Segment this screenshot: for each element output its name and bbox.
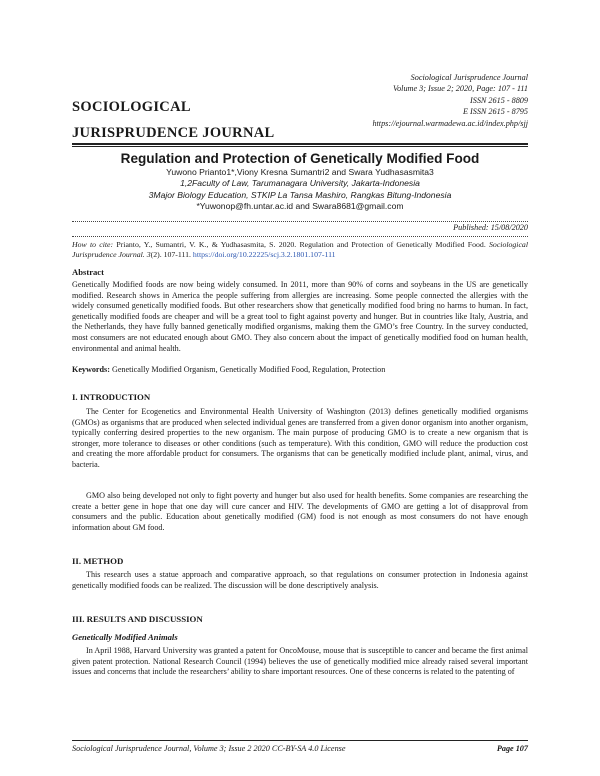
dotted-divider-top — [72, 221, 528, 222]
cite-issue: (2). 107-111. — [150, 250, 191, 260]
meta-issn: ISSN 2615 - 8809 — [470, 95, 528, 105]
footer-text: Sociological Jurisprudence Journal, Volume 3; Issue 2 2020 CC-BY-SA 4.0 License — [72, 744, 346, 753]
affiliation-1: 1,2Faculty of Law, Tarumanagara University, Jakarta-Indonesia — [180, 178, 420, 189]
meta-title: Sociological Jurisprudence Journal — [410, 73, 528, 82]
header-divider-thick — [72, 143, 528, 145]
keywords — [72, 365, 528, 376]
meta-eissn: E ISSN 2615 - 8795 — [462, 107, 528, 117]
cite-text: Prianto, Y., Sumantri, V. K., & Yudhasasmita, S. 2020. Regulation and Protection of Genetically Modified Food. — [116, 240, 486, 249]
page-number: Page 107 — [496, 744, 528, 753]
cite-label: How to cite: — [72, 240, 114, 249]
page-footer — [72, 744, 528, 753]
published-date: Published: 15/08/2020 — [453, 223, 528, 232]
citation-block — [72, 240, 528, 260]
journal-header — [72, 70, 528, 140]
journal-meta — [372, 72, 528, 129]
footer-divider — [72, 740, 528, 741]
abstract-heading: Abstract — [72, 267, 104, 277]
section-heading-results: III. RESULTS AND DISCUSSION — [72, 614, 203, 624]
keywords-list: Genetically Modified Organism, Genetically Modified Food, Regulation, Protection — [111, 365, 386, 374]
article-page — [72, 0, 528, 776]
abstract-text: Genetically Modified foods are now being widely consumed. In 2011, more than 90% of corns and soybeans in the US are genetically modified. Research shows in America the people suffering from allergies are increasing. Some people connected the allergies with the widely consumed genetically modified foods. But other researchers show that genetically modified food bring no harms to human. In fact, genetically modified foods are cheaper and will be a great tool to fight against poverty and hunger. But in countries like Italy, Austria, and the Netherlands, they have fully banned genetically modified organisms, making them the GMO’s free Country. In the survey conducted, most consumers are not educated enough about GMO. They also concern about the impact of genetically modified food on human health, environmental and animal health. — [72, 280, 528, 353]
method-paragraph: This research uses a statue approach and comparative approach, so that regulations on consumer protection in Indonesia against genetically modified foods can be realized. The discussion will be done descriptively analysis. — [72, 570, 528, 590]
intro-paragraph-2: GMO also being developed not only to fight poverty and hunger but also used for health benefits. Some companies are researching the create a better gene in hope that one day will cure cancer and HIV. The developments of GMO are getting a lot of disapproval from consumers and the public. Education about genetically modified (GM) food is not enough as most consumers do not have enough information about GM food. — [72, 491, 528, 532]
author-block — [72, 167, 528, 212]
results-paragraph-1: In April 1988, Harvard University was granted a patent for OncoMouse, mouse that is susceptible to cancer and became the first animal given patent protection. National Research Council (1994) believes the use of genetically modified mice already raised several important issues and concerns that include the researchers’ ability to share important resources. One of these concerns is related to the patenting of — [72, 646, 528, 677]
journal-name — [72, 96, 274, 144]
keywords-label: Keywords: — [72, 365, 110, 374]
meta-url[interactable]: https://ejournal.warmadewa.ac.id/index.php/sjj — [372, 118, 528, 128]
subsection-heading-gm-animals: Genetically Modified Animals — [72, 632, 178, 642]
journal-name-line1: SOCIOLOGICAL — [72, 99, 191, 115]
section-heading-method: II. METHOD — [72, 556, 124, 566]
intro-paragraph-1: The Center for Ecogenetics and Environmental Health University of Washington (2013) defines genetically modified organisms (GMOs) as organisms that are produced when selected individual genes are transferred from a given donor organism into another organism, typically conferring desired properties to the new organism. The main purpose of producing GMO is to create a new organism that is stronger, more tolerance to diseases or other conditions (such as temperature). With this condition, GMO will reduce the production cost and creating the more affordable product for consumers. The organisms that can be genetically modified include plant, animal, virus, and bacteria. — [72, 407, 528, 469]
doi-link[interactable]: https://doi.org/10.22225/scj.3.2.1801.107-111 — [192, 250, 336, 260]
article-title: Regulation and Protection of Genetically Modified Food — [120, 151, 480, 166]
dotted-divider-bottom — [72, 236, 528, 237]
section-heading-introduction: I. INTRODUCTION — [72, 392, 151, 402]
authors: Yuwono Prianto1*,Viony Kresna Sumantri2 and Swara Yudhasasmita3 — [166, 167, 434, 177]
affiliation-2: 3Major Biology Education, STKIP La Tansa Mashiro, Rangkas Bitung-Indonesia — [148, 189, 452, 200]
author-emails[interactable]: *Yuwonop@fh.untar.ac.id and Swara8681@gmail.com — [196, 200, 404, 211]
header-divider-thin — [72, 146, 528, 147]
cite-journal: Sociological Jurisprudence Journal. 3 — [72, 240, 528, 260]
journal-name-line2: JURISPRUDENCE JOURNAL — [72, 125, 275, 141]
meta-volume: Volume 3; Issue 2; 2020, Page: 107 - 111 — [393, 84, 528, 94]
